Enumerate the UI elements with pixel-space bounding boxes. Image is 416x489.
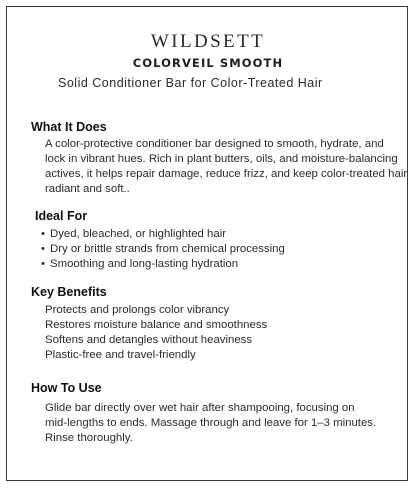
list-item: Restores moisture balance and smoothness	[45, 319, 268, 331]
brand-name: WILDSETT	[150, 31, 266, 52]
section-how-to-use	[31, 381, 376, 446]
section-ideal-for	[35, 209, 285, 272]
list-item: Plastic-free and travel-friendly	[45, 349, 196, 361]
body-line: Glide bar directly over wet hair after shampooing, focusing on	[45, 402, 355, 414]
body-line: A color-protective conditioner bar designed to smooth, hydrate, and	[45, 138, 384, 150]
product-name: COLORVEIL SMOOTH	[132, 56, 284, 70]
body-line: lock in vibrant hues. Rich in plant butters, oils, and moisture-balancing	[45, 153, 398, 165]
list-item: Protects and prolongs color vibrancy	[45, 304, 230, 316]
section-what-it-does	[31, 120, 407, 197]
body-line: radiant and soft..	[45, 183, 130, 195]
body-line: Rinse thoroughly.	[45, 432, 133, 444]
list-item: Softens and detangles without heaviness	[45, 334, 253, 346]
product-subtitle: Solid Conditioner Bar for Color-Treated Hair	[58, 76, 323, 90]
section-heading: How To Use	[31, 381, 102, 395]
benefits-list	[45, 303, 267, 363]
section-heading: Ideal For	[35, 209, 88, 223]
body-line: mid-lengths to ends. Massage through and leave for 1–3 minutes.	[45, 417, 377, 429]
section-key-benefits	[31, 285, 267, 363]
list-item: • Dyed, bleached, or highlighted hair	[41, 228, 227, 240]
bullet-list	[41, 227, 285, 272]
section-heading: What It Does	[31, 120, 107, 134]
list-item: • Dry or brittle strands from chemical processing	[41, 243, 285, 255]
body-line: actives, it helps repair damage, reduce frizz, and keep color-treated hair	[45, 168, 408, 180]
section-heading: Key Benefits	[31, 285, 107, 299]
section-body	[45, 401, 376, 446]
list-item: • Smoothing and long-lasting hydration	[41, 258, 239, 270]
section-body	[45, 137, 407, 197]
